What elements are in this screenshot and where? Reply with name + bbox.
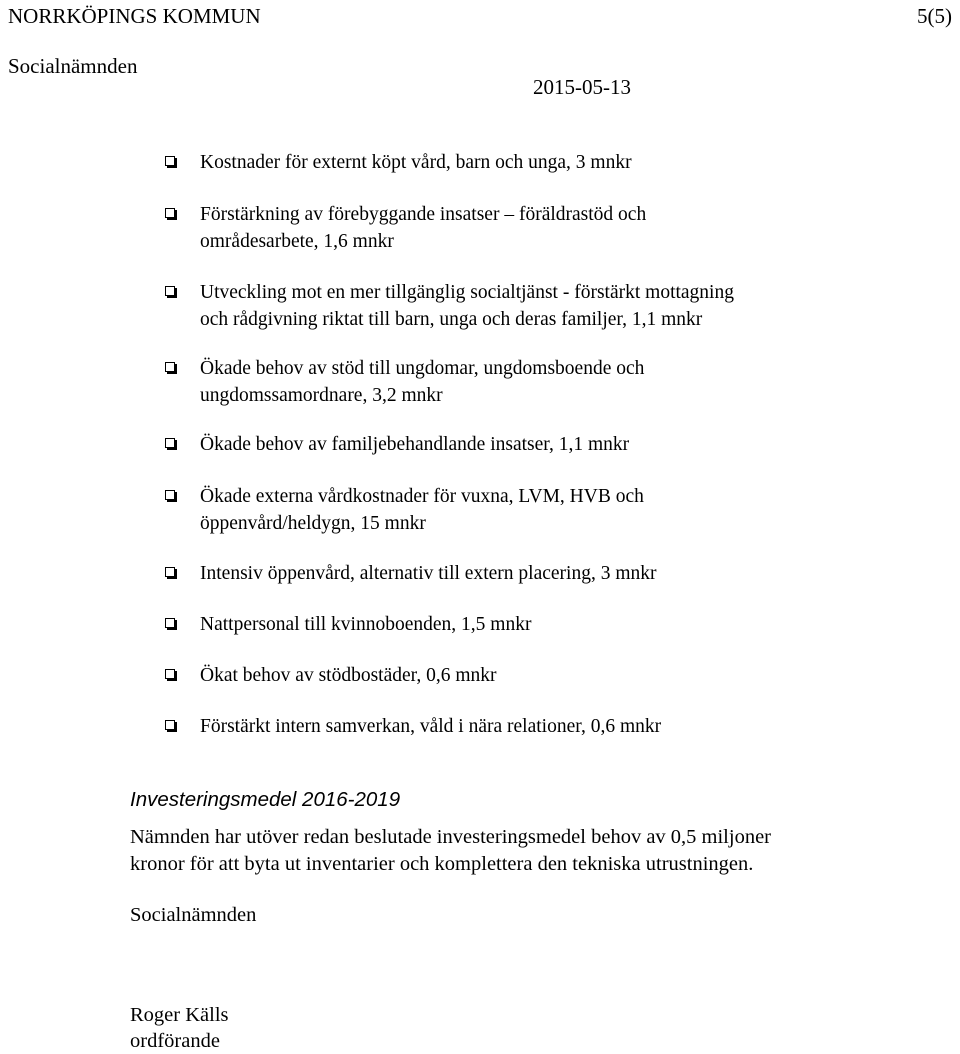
list-item-line: Förstärkt intern samverkan, våld i nära relationer, 0,6 mnkr: [200, 716, 662, 737]
list-item-line: Ökade externa vårdkostnader för vuxna, LVM, HVB och: [200, 486, 644, 507]
signature-name: Roger Källs: [130, 1004, 229, 1026]
list-item-line: Ökat behov av stödbostäder, 0,6 mnkr: [200, 665, 497, 686]
paragraph-line: kronor för att byta ut inventarier och komplettera den tekniska utrustningen.: [130, 853, 754, 875]
list-item-text: [200, 279, 800, 333]
checkbox-bullet-icon: [165, 438, 175, 448]
list-item-line: och rådgivning riktat till barn, unga och deras familjer, 1,1 mnkr: [200, 309, 703, 330]
checkbox-bullet-icon: [165, 208, 175, 218]
list-item-text: [200, 201, 800, 255]
list-item-line: Ökade behov av familjebehandlande insatser, 1,1 mnkr: [200, 434, 630, 455]
checkbox-bullet-icon: [165, 720, 175, 730]
page-number: 5(5): [917, 4, 952, 28]
document-date: 2015-05-13: [533, 75, 631, 99]
checkbox-bullet-icon: [165, 156, 175, 166]
paragraph-line: Nämnden har utöver redan beslutade investeringsmedel behov av 0,5 miljoner: [130, 826, 771, 848]
list-item-line: Intensiv öppenvård, alternativ till extern placering, 3 mnkr: [200, 563, 657, 584]
list-item-text: [200, 560, 800, 587]
signature-title: ordförande: [130, 1030, 220, 1052]
checkbox-bullet-icon: [165, 286, 175, 296]
department-name: Socialnämnden: [8, 54, 138, 78]
section-heading: Investeringsmedel 2016-2019: [130, 788, 401, 811]
checkbox-bullet-icon: [165, 669, 175, 679]
section-paragraph: [130, 824, 890, 878]
checkbox-bullet-icon: [165, 567, 175, 577]
signature-department: Socialnämnden: [130, 904, 257, 926]
list-item-text: [200, 431, 800, 458]
list-item-line: ungdomssamordnare, 3,2 mnkr: [200, 385, 443, 406]
list-item-line: Ökade behov av stöd till ungdomar, ungdomsboende och: [200, 358, 645, 379]
list-item-text: [200, 611, 800, 638]
list-item-text: [200, 713, 800, 740]
list-item-text: [200, 483, 800, 537]
list-item-text: [200, 355, 800, 409]
list-item-text: [200, 149, 800, 176]
list-item-line: öppenvård/heldygn, 15 mnkr: [200, 513, 426, 534]
checkbox-bullet-icon: [165, 362, 175, 372]
checkbox-bullet-icon: [165, 490, 175, 500]
list-item-line: områdesarbete, 1,6 mnkr: [200, 231, 394, 252]
list-item-line: Nattpersonal till kvinnoboenden, 1,5 mnkr: [200, 614, 532, 635]
organization-name: NORRKÖPINGS KOMMUN: [8, 4, 261, 28]
checkbox-bullet-icon: [165, 618, 175, 628]
list-item-text: [200, 662, 800, 689]
list-item-line: Kostnader för externt köpt vård, barn och unga, 3 mnkr: [200, 152, 632, 173]
list-item-line: Utveckling mot en mer tillgänglig socialtjänst - förstärkt mottagning: [200, 282, 734, 303]
list-item-line: Förstärkning av förebyggande insatser – föräldrastöd och: [200, 204, 647, 225]
